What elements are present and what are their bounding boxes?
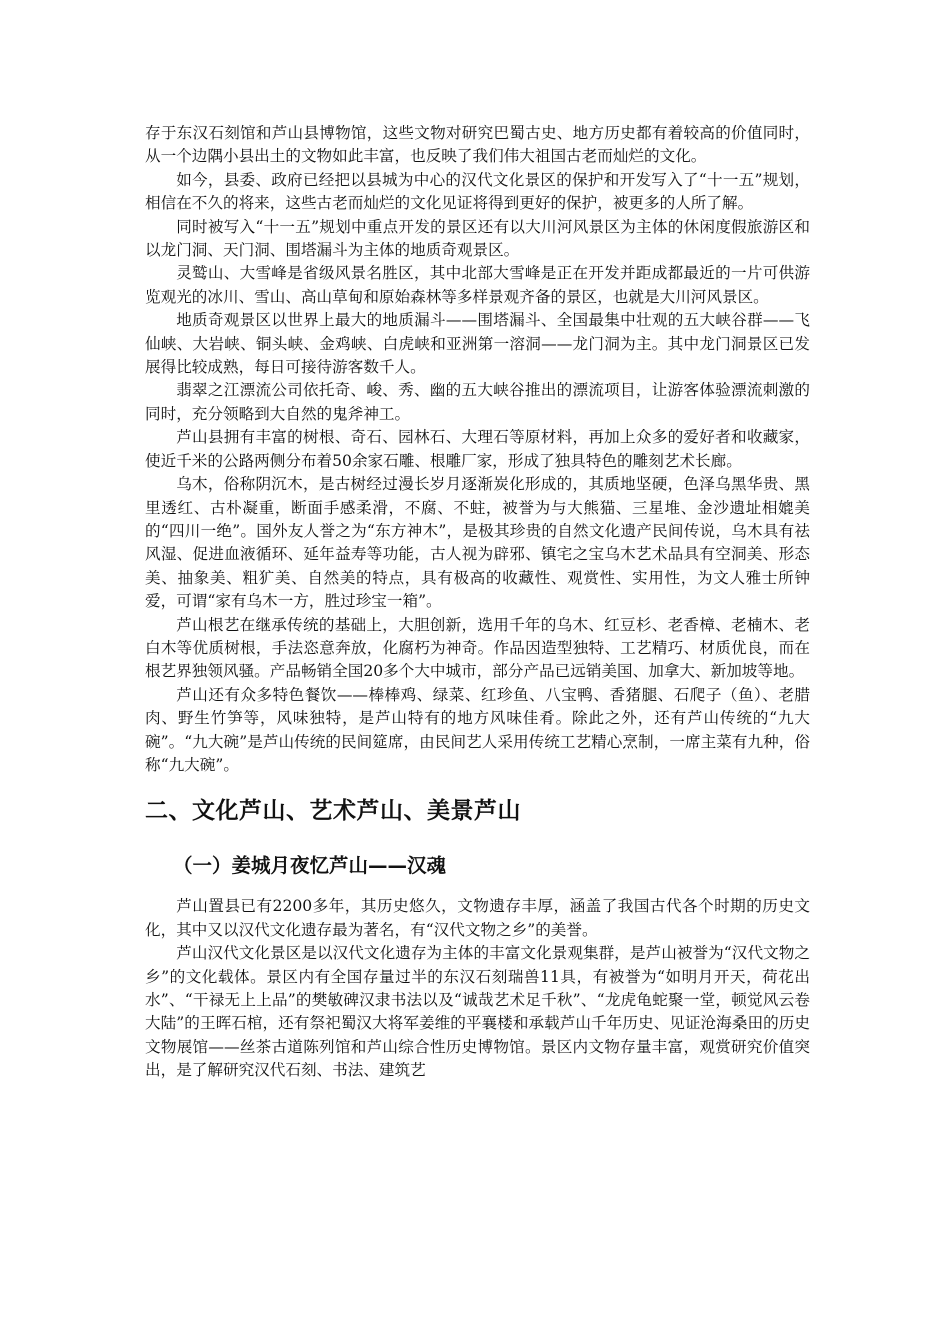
paragraph: 存于东汉石刻馆和芦山县博物馆，这些文物对研究巴蜀古史、地方历史都有着较高的价值同时，从一个边隅小县出土的文物如此丰富，也反映了我们伟大祖国古老而灿烂的文化。 — [145, 124, 810, 166]
paragraph: 芦山汉代文化景区是以汉代文化遗存为主体的丰富文化景观集群，是芦山被誉为“汉代文物之乡”的文化载体。景区内有全国存量过半的东汉石刻瑞兽11具，有被誉为“如明月开天，荷花出水”、“干禄无上上品”的樊敏碑汉隶书法以及“诚哉艺术足千秋”、“龙虎龟蛇聚一堂，顿觉风云卷大陆”的王晖石棺，还有祭祀蜀汉大将军姜维的平襄楼和承载芦山千年历史、见证沧海桑田的历史文物展馆——丝茶古道陈列馆和芦山综合性历史博物馆。景区内文物存量丰富，观赏研究价值突出，是了解研究汉代石刻、书法、建筑艺 — [145, 944, 810, 1080]
paragraph: 乌木，俗称阴沉木，是古树经过漫长岁月逐渐炭化形成的，其质地坚硬，色泽乌黑华贵、黑里透红、古朴凝重，断面手感柔滑，不腐、不蛀，被誉为与大熊猫、三星堆、金沙遗址相媲美的“四川一绝”。国外友人誉之为“东方神木”，是极其珍贵的自然文化遗产民间传说，乌木具有祛风湿、促进血液循环、延年益寿等功能，古人视为辟邪、镇宅之宝乌木艺术品具有空洞美、形态美、抽象美、粗犷美、自然美的特点，具有极高的收藏性、观赏性、实用性，为文人雅士所钟爱，可谓“家有乌木一方，胜过珍宝一箱”。 — [145, 475, 810, 611]
paragraph: 芦山县拥有丰富的树根、奇石、园林石、大理石等原材料，再加上众多的爱好者和收藏家，使近千米的公路两侧分布着50余家石雕、根雕厂家，形成了独具特色的雕刻艺术长廊。 — [145, 428, 810, 470]
paragraph: 同时被写入“十一五”规划中重点开发的景区还有以大川河风景区为主体的休闲度假旅游区和以龙门洞、天门洞、围塔漏斗为主体的地质奇观景区。 — [145, 217, 810, 260]
paragraph: 灵鹫山、大雪峰是省级风景名胜区，其中北部大雪峰是正在开发并距成都最近的一片可供游览观光的冰川、雪山、高山草甸和原始森林等多样景观齐备的景区，也就是大川河风景区。 — [145, 264, 810, 306]
paragraph: 芦山根艺在继承传统的基础上，大胆创新，选用千年的乌木、红豆杉、老香樟、老楠木、老白木等优质树根，手法恣意奔放，化腐朽为神奇。作品因造型独特、工艺精巧、材质优良，而在根艺界独领风骚。产品畅销全国20多个大中城市，部分产品已远销美国、加拿大、新加坡等地。 — [145, 615, 810, 681]
subsection-heading: （一）姜城月夜忆芦山——汉魂 — [173, 854, 447, 878]
document-page — [145, 122, 810, 1083]
paragraph: 如今，县委、政府已经把以县城为中心的汉代文化景区的保护和开发写入了“十一五”规划，相信在不久的将来，这些古老而灿烂的文化见证将得到更好的保护，被更多的人所了解。 — [145, 170, 810, 213]
paragraph: 翡翠之江漂流公司依托奇、峻、秀、幽的五大峡谷推出的漂流项目，让游客体验漂流刺激的同时，充分领略到大自然的鬼斧神工。 — [145, 381, 810, 423]
paragraph: 芦山还有众多特色餐饮——棒棒鸡、绿菜、红珍鱼、八宝鸭、香猪腿、石爬子（鱼）、老腊肉、野生竹笋等，风味独特，是芦山特有的地方风味佳肴。除此之外，还有芦山传统的“九大碗”。“九大碗”是芦山传统的民间筵席，由民间艺人采用传统工艺精心烹制，一席主菜有九种，俗称“九大碗”。 — [145, 685, 810, 774]
section-heading: 二、文化芦山、艺术芦山、美景芦山 — [145, 798, 521, 825]
paragraph: 芦山置县已有2200多年，其历史悠久，文物遗存丰厚，涵盖了我国古代各个时期的历史文化，其中又以汉代文化遗存最为著名，有“汉代文物之乡”的美誉。 — [145, 897, 810, 939]
paragraph: 地质奇观景区以世界上最大的地质漏斗——围塔漏斗、全国最集中壮观的五大峡谷群——飞仙峡、大岩峡、铜头峡、金鸡峡、白虎峡和亚洲第一溶洞——龙门洞为主。其中龙门洞景区已发展得比较成熟，每日可接待游客数千人。 — [145, 311, 810, 377]
